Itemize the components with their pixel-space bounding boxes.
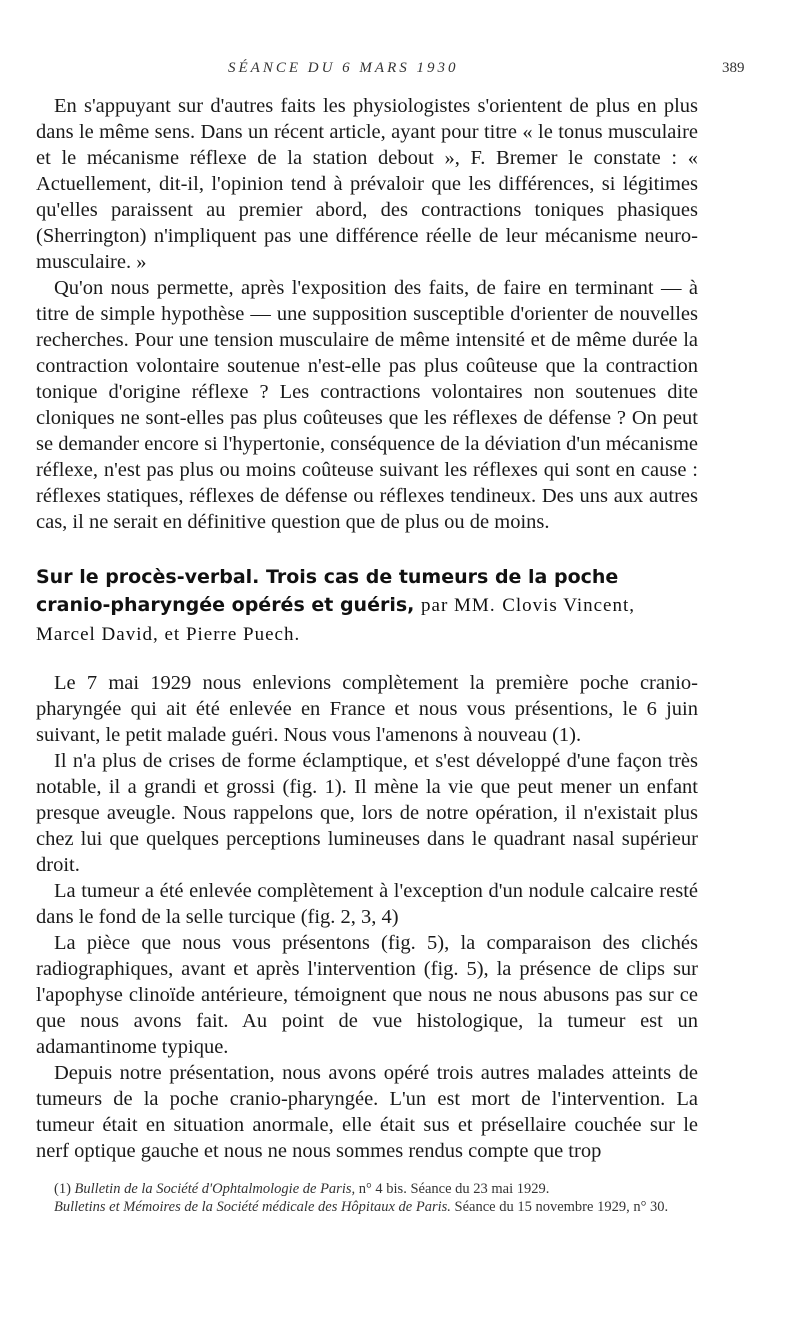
article-by: par MM. [421, 595, 496, 616]
paragraph: Il n'a plus de crises de forme éclamptique, et s'est développé d'une façon très notable, il a grandi et grossi (fig. 1). Il mène la vie que peut mener un enfant presque aveugle. Nous rappelons que, lors de notre opération, il n'existait plus chez lui que quelques perceptions lumineuses dans le quadrant nasal supérieur droit. [36, 750, 698, 876]
article-title-text: Sur le procès-verbal. Trois cas de tumeurs de la poche cranio-pharyngée opérés et guéris, [36, 566, 619, 616]
paragraph: Le 7 mai 1929 nous enlevions complètement la première poche cranio-pharyngée qui ait été enlevée en France et nous vous présentions, le 6 juin suivant, le petit malade guéri. Nous vous l'amenons à nouveau (1). [36, 672, 698, 746]
body-text-top [36, 93, 698, 535]
paragraph: La pièce que nous vous présentons (fig. 5), la comparaison des clichés radiographiques, avant et après l'intervention (fig. 5), la présence de clips sur l'apophyse clinoïde antérieure, témoignent que nous ne nous abusons pas sur ce que nous avons fait. Au point de vue histologique, la tumeur est un adamantinome typique. [36, 932, 698, 1058]
footnote [36, 1198, 698, 1216]
footnote-source: Bulletin de la Société d'Ophtalmologie de Paris, [74, 1181, 356, 1197]
body-text-bottom [36, 670, 698, 1164]
footnotes [36, 1180, 698, 1216]
article-authors: Clovis Vincent, Marcel David, et Pierre Puech. [36, 595, 635, 645]
footnote-detail: n° 4 bis. Séance du 23 mai 1929. [358, 1181, 550, 1197]
article-title [36, 563, 698, 649]
running-title: SÉANCE DU 6 MARS 1930 [228, 60, 459, 76]
running-header [0, 60, 800, 88]
paragraph: En s'appuyant sur d'autres faits les physiologistes s'orientent de plus en plus dans le même sens. Dans un récent article, ayant pour titre « le tonus musculaire et le mécanisme réflexe de la station debout », F. Bremer le constate : « Actuellement, dit-il, l'opinion tend à prévaloir que les différences, si légitimes qu'elles paraissent au premier abord, des contractions toniques phasiques (Sherrington) n'impliquent pas une différence réelle de leur mécanisme neuro-musculaire. » [36, 95, 698, 273]
footnote-detail: Séance du 15 novembre 1929, n° 30. [454, 1199, 669, 1215]
paragraph: Qu'on nous permette, après l'exposition des faits, de faire en terminant — à titre de simple hypothèse — une supposition susceptible d'orienter de nouvelles recherches. Pour une tension musculaire de même intensité et de même durée la contraction volontaire soutenue n'est-elle pas plus coûteuse que la contraction tonique d'origine réflexe ? Les contractions volontaires non soutenues dite cloniques ne sont-elles pas plus coûteuses que les réflexes de défense ? On peut se demander encore si l'hypertonie, conséquence de la déviation d'un mécanisme réflexe, n'est pas plus ou moins coûteuse suivant les réflexes qui sont en cause : réflexes statiques, réflexes de défense ou réflexes tendineux. Des uns aux autres cas, il ne serait en définitive question que de plus ou de moins. [36, 277, 698, 533]
page-number: 389 [722, 60, 745, 76]
footnote-source: Bulletins et Mémoires de la Société médicale des Hôpitaux de Paris. [54, 1199, 451, 1215]
paragraph: Depuis notre présentation, nous avons opéré trois autres malades atteints de tumeurs de la poche cranio-pharyngée. L'un est mort de l'intervention. La tumeur était en situation anormale, elle était sus et présellaire couchée sur le nerf optique gauche et nous ne nous sommes rendus compte que trop [36, 1062, 698, 1162]
footnote-number: (1) [54, 1181, 71, 1197]
footnote [36, 1180, 698, 1198]
paragraph: La tumeur a été enlevée complètement à l'exception d'un nodule calcaire resté dans le fond de la selle turcique (fig. 2, 3, 4) [36, 880, 698, 928]
